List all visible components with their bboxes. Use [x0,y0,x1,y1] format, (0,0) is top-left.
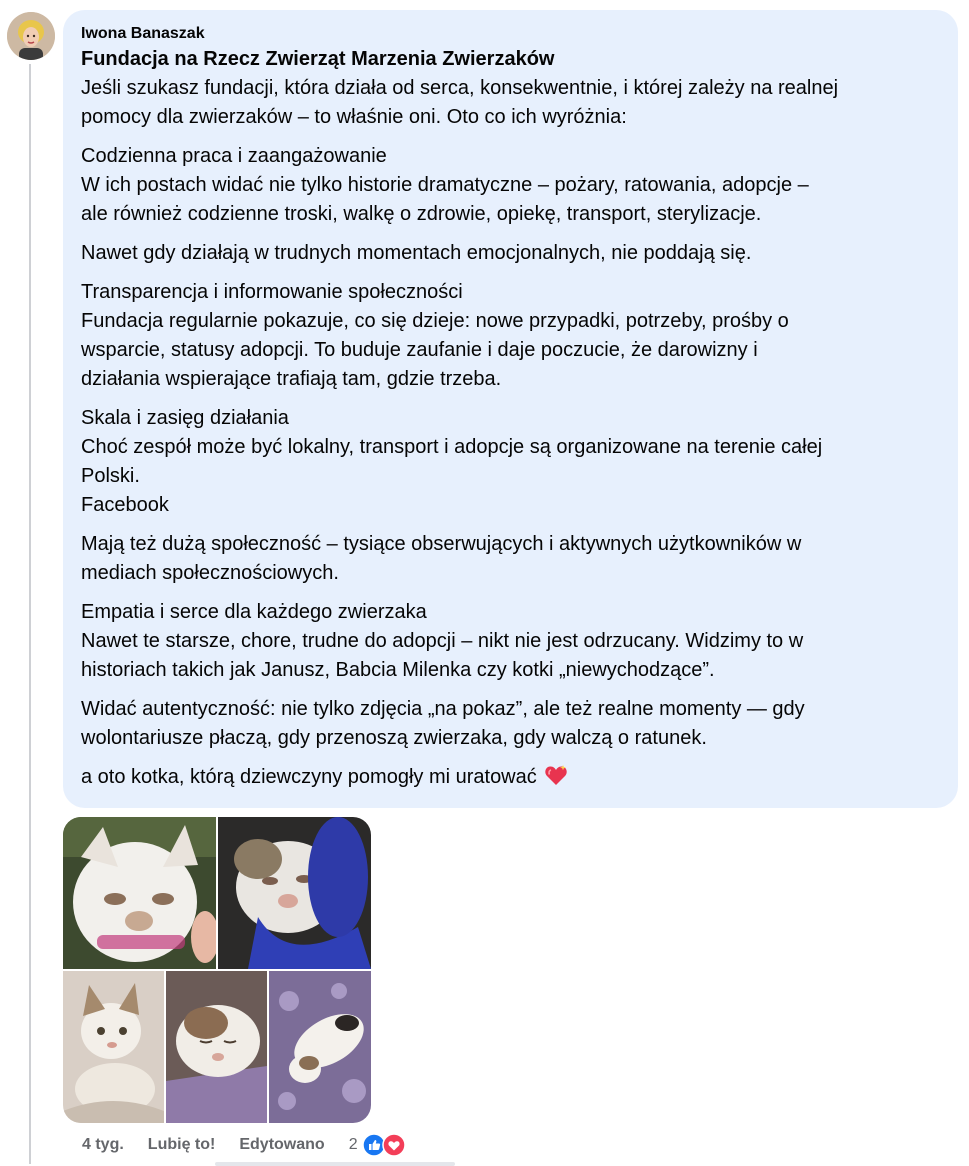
comment-line: Jeśli szukasz fundacji, która działa od serca, konsekwentnie, i której zależy na realnej [81,77,839,99]
reaction-summary[interactable] [362,1133,406,1157]
comment-line: Skala i zasięg działania [81,407,289,429]
photo-tile[interactable] [166,971,267,1123]
cat-lying-photo [269,971,371,1123]
comment-line: Choć zespół może być lokalny, transport i adopcje są organizowane na terenie całej [81,436,823,458]
comment-line: Polski. [81,465,140,487]
comment-line: Mają też dużą społeczność – tysiące obserwujących i aktywnych użytkowników w [81,533,802,555]
comment-line: Fundacja regularnie pokazuje, co się dzieje: nowe przypadki, potrzeby, prośby o [81,310,789,332]
comment-line: ale również codzienne troski, walkę o zdrowie, opiekę, transport, sterylizacje. [81,203,762,225]
comment-line: Empatia i serce dla każdego zwierzaka [81,601,427,623]
comment-paragraph [81,598,940,685]
comment-line: Nawet gdy działają w trudnych momentach emocjonalnych, nie poddają się. [81,242,752,264]
thread-line [29,64,31,1164]
photo-tile[interactable] [218,817,371,969]
comment-footer [82,1134,406,1156]
comment-paragraph [81,142,940,229]
comment-line: W ich postach widać nie tylko historie dramatyczne – pożary, ratowania, adopcje – [81,174,809,196]
photo-tile[interactable] [63,971,164,1123]
comment-line: mediach społecznościowych. [81,562,339,584]
comment-line: Facebook [81,494,169,516]
comment-line: Nawet te starsze, chore, trudne do adopcji – nikt nie jest odrzucany. Widzimy to w [81,630,804,652]
love-icon [382,1133,406,1157]
comment-line: wsparcie, statusy adopcji. To buduje zaufanie i daje poczucie, że darowizny i [81,339,758,361]
like-button[interactable]: Lubię to! [147,1136,216,1153]
comment-paragraph [81,763,940,792]
comment-paragraph [81,239,940,268]
kitten-blanket-photo [63,971,164,1123]
comment-line: Codzienna praca i zaangażowanie [81,145,387,167]
comment-body [81,74,940,792]
photo-tile[interactable] [269,971,371,1123]
comment-paragraph [81,404,940,520]
comment-paragraph [81,278,940,394]
comment-headline: Fundacja na Rzecz Zwierząt Marzenia Zwierzaków [81,48,555,70]
photo-grid[interactable] [63,817,371,1123]
avatar[interactable] [7,12,55,60]
avatar-photo [7,12,55,60]
comment-line: a oto kotka, którą dziewczyny pomogły mi uratować [81,763,940,792]
timestamp-link[interactable]: 4 tyg. [82,1136,124,1153]
edited-label[interactable]: Edytowano [239,1136,325,1153]
photo-tile[interactable] [63,817,216,969]
comment-paragraph [81,74,940,132]
comment-line: działania wspierające trafiają tam, gdzie trzeba. [81,368,502,390]
reply-separator [215,1162,455,1166]
comment-line: pomocy dla zwierzaków – to właśnie oni. Oto co ich wyróżnia: [81,106,627,128]
cat-sleeping-photo [166,971,267,1123]
comment-author[interactable]: Iwona Banaszak [81,25,205,42]
comment-line: Transparencja i informowanie społeczności [81,281,463,303]
comment-bubble [63,10,958,808]
comment-paragraph [81,695,940,753]
kitten-gloved-hand-photo [218,817,371,969]
sparkling-heart-icon [544,764,568,786]
kitten-injured-photo [63,817,216,969]
comment-line: wolontariusze płaczą, gdy przenoszą zwierzaka, gdy walczą o ratunek. [81,727,707,749]
reaction-count[interactable]: 2 [348,1136,358,1153]
comment-line: Widać autentyczność: nie tylko zdjęcia „na pokaz”, ale też realne momenty — gdy [81,698,805,720]
comment-paragraph [81,530,940,588]
comment-line: historiach takich jak Janusz, Babcia Milenka czy kotki „niewychodzące”. [81,659,715,681]
